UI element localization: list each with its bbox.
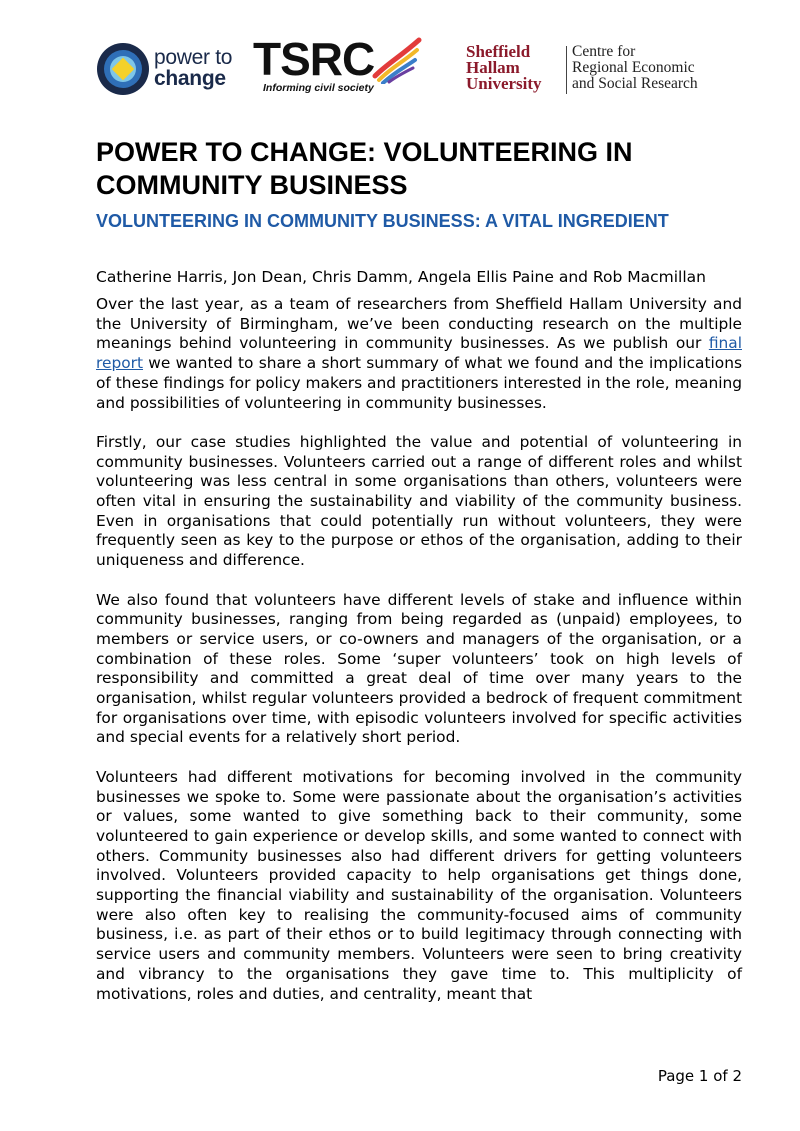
cresr-line1: Centre for [572,43,636,60]
paragraph-1-rest: we wanted to share a short summary of what we found and the implications of these findings for policy makers and practitioners interested in the role, meaning and possibilities of volunteering in community businesses. [96,354,743,412]
final-report-link[interactable]: final report [96,334,742,373]
document-title: POWER TO CHANGE: VOLUNTEERING IN COMMUNITY BUSINESS [96,137,633,200]
paragraph-2: Firstly, our case studies highlighted the value and potential of volunteering in community businesses. Volunteers carried out a range of different roles and whilst volunteering was less central in some organisations than others, volunteers were often vital in ensuring the sustainability and viability of the community business. Even in organisations that could potentially run without volunteers, they were frequently seen as key to the purpose or ethos of the organisation, adding to their uniqueness and difference. [96,432,742,570]
shu-line1: Sheffield [466,42,531,61]
tsrc-wordmark: TSRC [253,33,375,85]
paragraph-1-intro: Over the last year, as a team of researchers from Sheffield Hallam University and the University of Birmingham, we’ve been conducting research on the multiple meanings behind volunteering in community businesses. As we publish our [96,295,742,353]
power-to-change-emblem-icon [96,42,150,96]
power-to-change-line1: power to [154,46,233,69]
paragraph-1 [96,295,742,413]
paragraph-4: Volunteers had different motivations for becoming involved in the community businesses we spoke to. Some were passionate about the organisation’s activities or values, some wanted to give something back to their community, some volunteered to gain experience or develop skills, and some wanted to connect with others. Community businesses also had different drivers for getting volunteers involved. Volunteers provided capacity to help organisations get things done, supporting the financial viability and sustainability of the organisation. Volunteers were also often key to realising the community-focused aims of community business, i.e. as part of their ethos or to build legitimacy through connecting with service users and community members. Volunteers were seen to bring creativity and vibrancy to the organisations they gave time to. This multiplicity of motivations, roles and duties, and centrality, meant that [96,767,742,1003]
cresr-line3: and Social Research [572,75,698,92]
shu-line3: University [466,74,542,93]
power-to-change-line2: change [154,67,226,90]
tsrc-logo [253,34,423,100]
page-number: Page 1 of 2 [657,1067,742,1085]
body-text [96,295,742,1024]
tsrc-tagline: Informing civil society [263,82,374,94]
shu-line2: Hallam [466,58,520,77]
sheffield-hallam-logo [466,44,542,92]
tsrc-swoosh-icon [371,36,423,84]
logo-divider [566,46,567,94]
paragraph-3: We also found that volunteers have different levels of stake and influence within community businesses, ranging from being regarded as (unpaid) employees, to members or service users, or co-owners and managers of the organisation, or a combination of these roles. Some ‘super volunteers’ took on high levels of responsibility and committed a great deal of time over many years to the organisation, whilst regular volunteers provided a bedrock of frequent commitment for organisations over time, with episodic volunteers involved for specific activities and special events for a relatively short period. [96,590,742,747]
cresr-line2: Regional Economic [572,59,695,76]
authors-line: Catherine Harris, Jon Dean, Chris Damm, Angela Ellis Paine and Rob Macmillan [96,268,706,286]
power-to-change-logo [96,42,256,96]
document-subtitle: VOLUNTEERING IN COMMUNITY BUSINESS: A VITAL INGREDIENT [96,211,669,231]
cresr-logo [572,44,698,92]
logo-band [96,34,716,104]
